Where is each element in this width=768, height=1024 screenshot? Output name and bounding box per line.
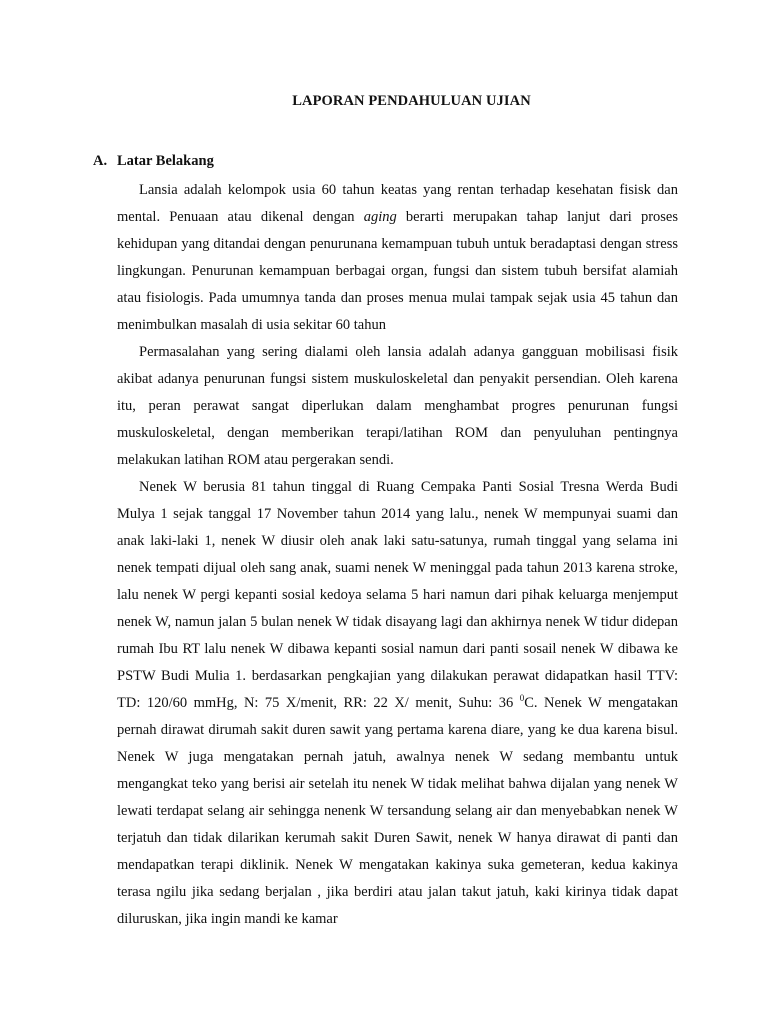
paragraph-1-italic-term: aging	[363, 209, 397, 225]
section-heading	[93, 153, 678, 173]
paragraph-1-text-a: Lansia adalah kelompok usia 60 tahun keatas yang rentan terhadap kesehatan fisisk dan mental. Penuaan atau dikenal dengan	[117, 182, 678, 225]
paragraph-2: Permasalahan yang sering dialami oleh lansia adalah adanya gangguan mobilisasi fisik akibat adanya penurunan fungsi sistem muskuloskeletal dan penyakit persendian. Oleh karena itu, peran perawat sangat diperlukan dalam menghambat progres penurunan fungsi muskuloskeletal, dengan memberikan terapi/latihan ROM dan penyuluhan pentingnya melakukan latihan ROM atau pergerakan sendi.	[117, 344, 678, 468]
document-title: LAPORAN PENDAHULUAN UJIAN	[292, 93, 531, 109]
paragraph-3	[117, 474, 678, 933]
paragraph-1	[117, 177, 678, 339]
degree-superscript: 0	[519, 693, 525, 704]
section-letter: A.	[93, 153, 108, 169]
paragraph-3-text-b: C. Nenek W mengatakan pernah dirawat dirumah sakit duren sawit yang pertama karena diare, yang ke dua karena bisul. Nenek W juga mengatakan pernah jatuh, awalnya nenek W sedang membantu untuk mengangkat teko yang berisi air setelah itu nenek W tidak melihat bahwa dijalan yang nenek W lewati terdapat selang air sehingga nenenk W tersandung selang air dan menyebabkan nenek W terjatuh dan tidak dilarikan kerumah sakit Duren Sawit, nenek W hanya dirawat di panti dan mendapatkan terapi diklinik. Nenek W mengatakan kakinya suka gemeteran, kedua kakinya terasa ngilu jika sedang berjalan , jika berdiri atau jalan takut jatuh, kaki kirinya tidak dapat diluruskan, jika ingin mandi ke kamar	[117, 695, 679, 927]
paragraph-3-text-a: Nenek W berusia 81 tahun tinggal di Ruang Cempaka Panti Sosial Tresna Werda Budi Mulya 1 sejak tanggal 17 November tahun 2014 yang lalu., nenek W mempunyai suami dan anak laki-laki 1, nenek W diusir oleh anak laki satu-satunya, rumah tinggal yang selama ini nenek tempati dijual oleh sang anak, suami nenek W meninggal pada tahun 2013 karena stroke, lalu nenek W pergi kepanti sosial kedoya selama 5 hari namun dari pihak keluarga menjemput nenek W, namun jalan 5 bulan nenek W tidak disayang lagi dan akhirnya nenek W tidur didepan rumah Ibu RT lalu nenek W dibawa kepanti sosial namun dari panti sosail nenek W dibawa ke PSTW Budi Mulia 1. berdasarkan pengkajian yang dilakukan perawat didapatkan hasil TTV: TD: 120/60 mmHg, N: 75 X/menit, RR: 22 X/ menit, Suhu: 36	[117, 479, 678, 711]
section-title: Latar Belakang	[117, 153, 214, 169]
paragraph-1-text-b: berarti merupakan tahap lanjut dari proses kehidupan yang ditandai dengan penurunana kemampuan tubuh untuk beradaptasi dengan stress lingkungan. Penurunan kemampuan berbagai organ, fungsi dan sistem tubuh bersifat alamiah atau fisiologis. Pada umumnya tanda dan proses menua mulai tampak sejak usia 45 tahun dan menimbulkan masalah di usia sekitar 60 tahun	[117, 209, 679, 333]
